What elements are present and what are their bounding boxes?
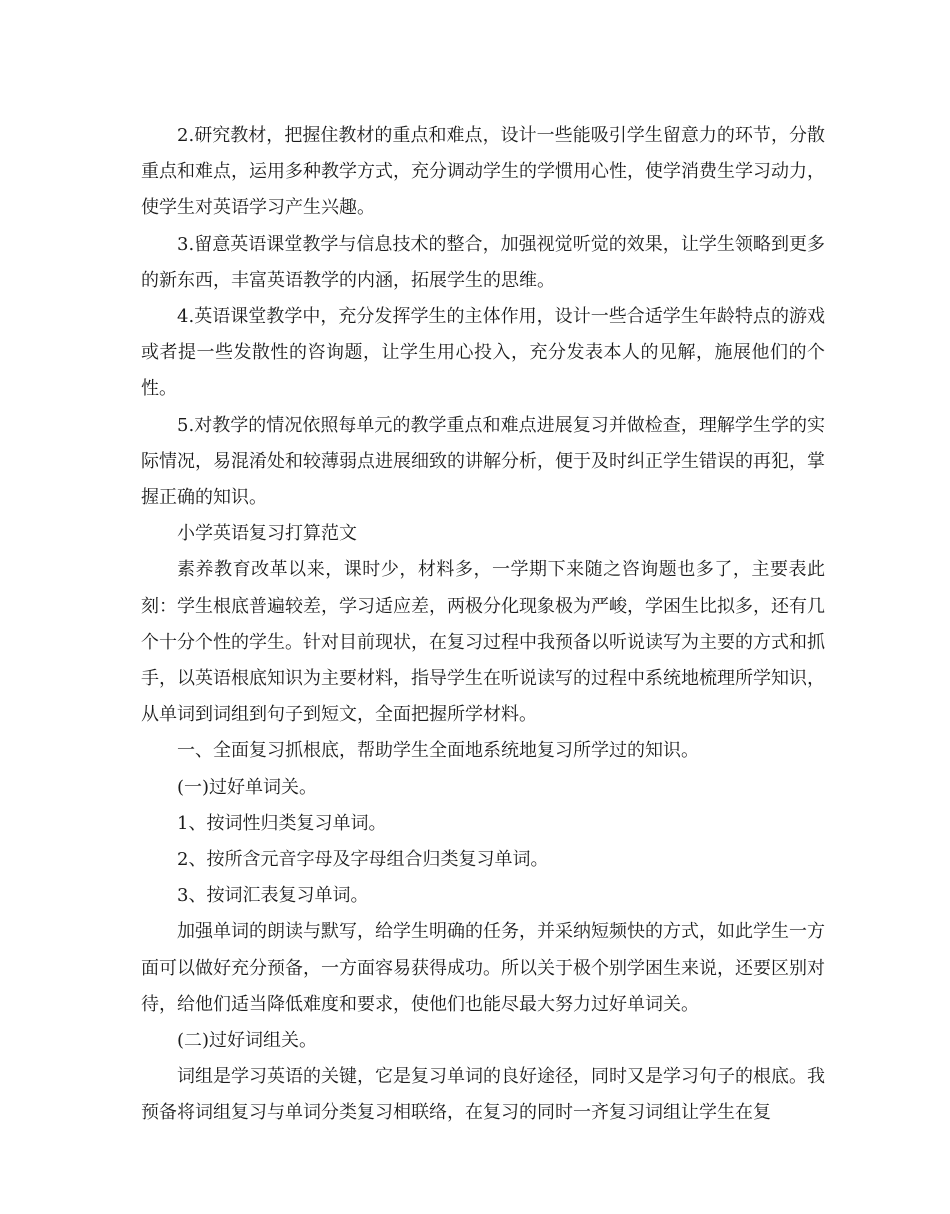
paragraph-item-2: 2.研究教材，把握住教材的重点和难点，设计一些能吸引学生留意力的环节，分散重点和难点，运用多种教学方式，充分调动学生的学惯用心性，使学消费生学习动力，使学生对英语学习产生兴趣。	[141, 125, 825, 219]
list-item-3: 3、按词汇表复习单词。	[177, 885, 369, 907]
subheading-phrases: (二)过好词组关。	[177, 1030, 318, 1052]
phrases-paragraph: 词组是学习英语的关键，它是复习单词的良好途径，同时又是学习句子的根底。我预备将词组复习与单词分类复习相联络，在复习的同时一齐复习词组让学生在复	[141, 1066, 825, 1124]
intro-paragraph: 素养教育改革以来，课时少，材料多，一学期下来随之咨询题也多了，主要表此刻：学生根底普遍较差，学习适应差，两极分化现象极为严峻，学困生比拟多，还有几个十分个性的学生。针对目前现状，在复习过程中我预备以听说读写为主要的方式和抓手，以英语根底知识为主要材料，指导学生在听说读写的过程中系统地梳理所学知识，从单词到词组到句子到短文，全面把握所学材料。	[141, 559, 825, 726]
list-item-2: 2、按所含元音字母及字母组合归类复习单词。	[177, 849, 549, 871]
paragraph-item-4: 4.英语课堂教学中，充分发挥学生的主体作用，设计一些合适学生年龄特点的游戏或者提一些发散性的咨询题，让学生用心投入，充分发表本人的见解，施展他们的个性。	[141, 306, 825, 400]
subheading-words: (一)过好单词关。	[177, 776, 318, 798]
paragraph-item-3: 3.留意英语课堂教学与信息技术的整合，加强视觉听觉的效果，让学生领略到更多的新东西，丰富英语教学的内涵，拓展学生的思维。	[141, 233, 825, 291]
heading-review-basics: 一、全面复习抓根底，帮助学生全面地系统地复习所学过的知识。	[177, 740, 699, 762]
document-body	[141, 118, 825, 1132]
paragraph-item-5: 5.对教学的情况依照每单元的教学重点和难点进展复习并做检查，理解学生学的实际情况，易混淆处和较薄弱点进展细致的讲解分析，便于及时纠正学生错误的再犯，掌握正确的知识。	[141, 414, 825, 509]
words-paragraph: 加强单词的朗读与默写，给学生明确的任务，并采纳短频快的方式，如此学生一方面可以做好充分预备，一方面容易获得成功。所以关于极个别学困生来说，还要区别对待，给他们适当降低难度和要求，使他们也能尽最大努力过好单词关。	[141, 921, 825, 1015]
list-item-1: 1、按词性归类复习单词。	[177, 812, 387, 834]
section-title: 小学英语复习打算范文	[177, 523, 357, 545]
